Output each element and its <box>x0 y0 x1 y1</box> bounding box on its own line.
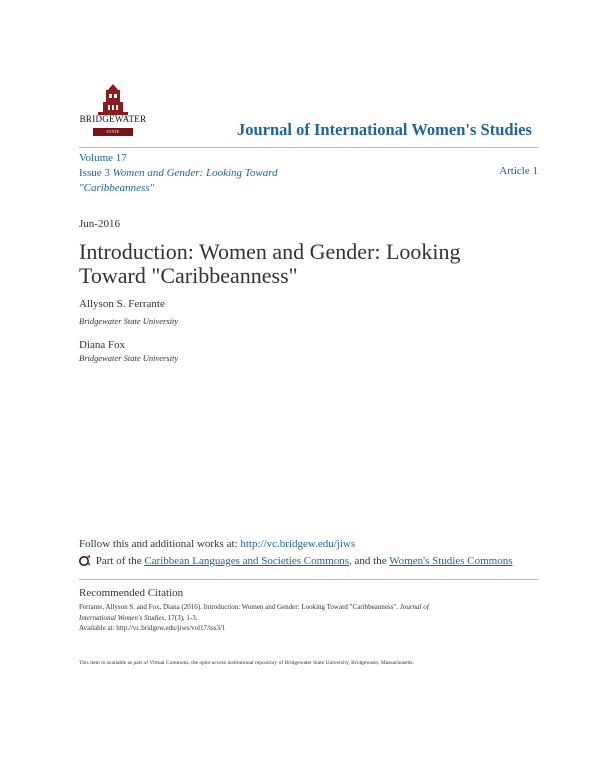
author-name: Diana Fox <box>79 339 126 351</box>
tower-icon <box>76 84 150 116</box>
article-title <box>79 240 499 288</box>
citation-divider <box>79 579 538 580</box>
publication-date: Jun-2016 <box>79 218 120 230</box>
follow-line <box>79 538 355 550</box>
commons-link-caribbean[interactable]: Caribbean Languages and Societies Commons <box>144 555 350 567</box>
open-access-icon <box>79 554 91 566</box>
recommended-citation-heading: Recommended Citation <box>79 587 184 599</box>
author-name: Allyson S. Ferrante <box>79 298 165 310</box>
university-logo <box>76 84 150 142</box>
header-divider <box>79 147 538 148</box>
title-line2: Toward "Caribbeanness" <box>79 263 298 288</box>
and-the-text: , and the <box>349 555 387 567</box>
follow-link[interactable]: http://vc.bridgew.edu/jiws <box>240 538 356 550</box>
citation-journal-cont: International Women's Studies, <box>79 613 166 622</box>
title-line1: Introduction: Women and Gender: Looking <box>79 239 461 264</box>
article-number-link[interactable]: Article 1 <box>499 165 538 177</box>
issue-title-line1: Women and Gender: Looking Toward <box>112 167 278 179</box>
repository-footer: This item is available as part of Virtual Commons, the open-access institutional repository of Bridgewater State University, Bridgewater, Massachusetts. <box>79 660 415 666</box>
author-affiliation: Bridgewater State University <box>79 353 179 363</box>
volume-link[interactable]: Volume 17 <box>79 152 127 164</box>
logo-subtitle: STATE UNIVERSITY <box>93 128 133 136</box>
issue-info <box>79 151 278 196</box>
follow-text: Follow this and additional works at: <box>79 538 238 550</box>
logo-wordmark: BRIDGEWATER <box>79 114 147 124</box>
part-of-line <box>79 554 512 567</box>
citation-journal: Journal of <box>399 603 429 611</box>
journal-title[interactable]: Journal of International Women's Studies <box>237 120 532 139</box>
issue-title-line2[interactable]: "Caribbeanness" <box>79 182 155 194</box>
issue-label: Issue 3 <box>79 167 110 179</box>
citation-text: Ferrante, Allyson S. and Fox, Diana (2016). Introduction: Women and Gender: Looking Toward "Caribbeanness". <box>79 603 398 611</box>
citation-block <box>79 602 539 634</box>
citation-availability[interactable]: Available at: http://vc.bridgew.edu/jiws/vol17/iss3/1 <box>79 624 226 632</box>
citation-volume: 17(3), 1-3. <box>167 613 198 622</box>
commons-link-womens-studies[interactable]: Women's Studies Commons <box>389 555 513 567</box>
author-affiliation: Bridgewater State University <box>79 316 179 326</box>
issue-link[interactable] <box>79 166 278 181</box>
part-of-text: Part of the <box>95 555 142 567</box>
